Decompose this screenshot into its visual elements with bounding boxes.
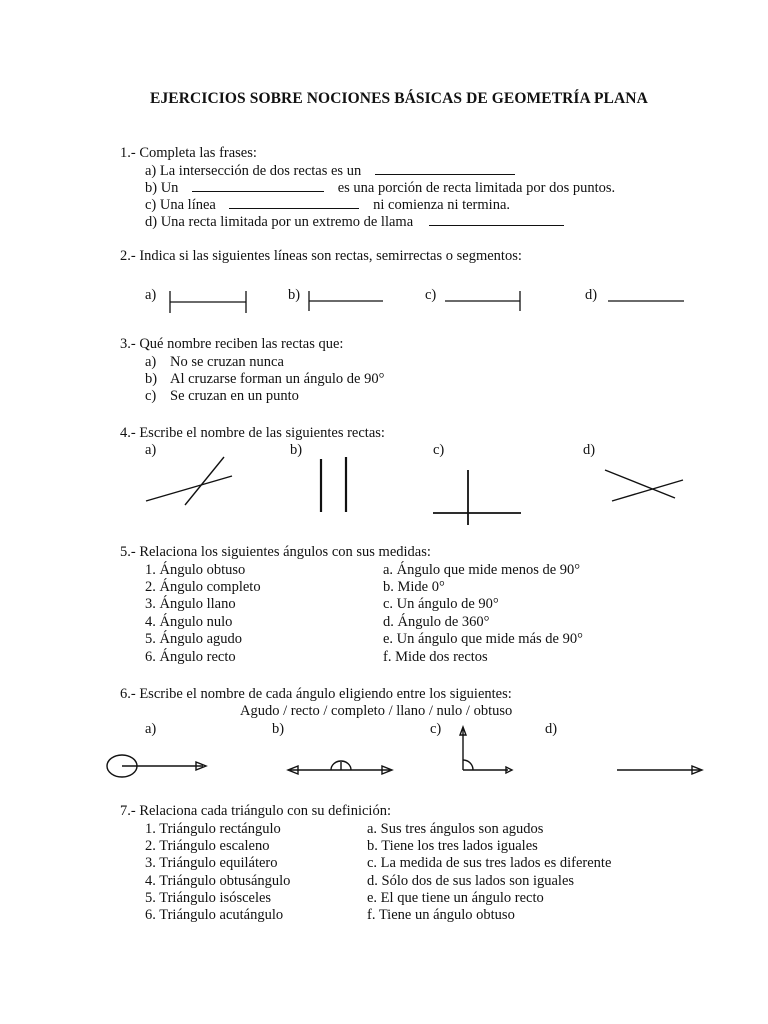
q2-label-b: b) bbox=[288, 287, 301, 303]
q3-letter-a: a) bbox=[145, 354, 157, 370]
q2-label-c: c) bbox=[425, 287, 437, 303]
q5-right-e: e. Un ángulo que mide más de 90° bbox=[383, 631, 583, 647]
q3-letter-b: b) bbox=[145, 371, 158, 387]
q3-letter-c: c) bbox=[145, 388, 157, 404]
q7-right-a: a. Sus tres ángulos son agudos bbox=[367, 821, 544, 837]
q4-label-d: d) bbox=[583, 442, 596, 458]
q1-c-pre: c) Una línea bbox=[145, 197, 216, 213]
q6-angle-d-null bbox=[617, 766, 702, 774]
q7-heading: 7.- Relaciona cada triángulo con su definición: bbox=[120, 803, 391, 819]
q7-right-c: c. La medida de sus tres lados es diferente bbox=[367, 855, 612, 871]
q7-right-b: b. Tiene los tres lados iguales bbox=[367, 838, 538, 854]
q7-left-6: 6. Triángulo acutángulo bbox=[145, 907, 284, 923]
q5-heading: 5.- Relaciona los siguientes ángulos con sus medidas: bbox=[120, 544, 431, 560]
q5-left-4: 4. Ángulo nulo bbox=[145, 614, 233, 630]
q6-label-d: d) bbox=[545, 721, 558, 737]
q7-left-4: 4. Triángulo obtusángulo bbox=[145, 873, 291, 889]
q1-c-post: ni comienza ni termina. bbox=[373, 197, 511, 213]
q5-right-c: c. Un ángulo de 90° bbox=[383, 596, 499, 612]
q7-left-3: 3. Triángulo equilátero bbox=[145, 855, 278, 871]
q3-text-c: Se cruzan en un punto bbox=[170, 388, 299, 404]
q7-left-2: 2. Triángulo escaleno bbox=[145, 838, 270, 854]
q3-text-a: No se cruzan nunca bbox=[170, 354, 284, 370]
page-title: EJERCICIOS SOBRE NOCIONES BÁSICAS DE GEOMETRÍA PLANA bbox=[150, 90, 648, 107]
q7-right-d: d. Sólo dos de sus lados son iguales bbox=[367, 873, 575, 889]
q2-label-d: d) bbox=[585, 287, 598, 303]
q4-label-c: c) bbox=[433, 442, 445, 458]
q1-heading: 1.- Completa las frases: bbox=[120, 145, 257, 161]
q1-b-pre: b) Un bbox=[145, 180, 179, 196]
q6-angle-b-straight bbox=[288, 761, 392, 774]
q7-left-1: 1. Triángulo rectángulo bbox=[145, 821, 281, 837]
q5-right-f: f. Mide dos rectos bbox=[383, 649, 488, 665]
q5-right-b: b. Mide 0° bbox=[383, 579, 445, 595]
q6-label-a: a) bbox=[145, 721, 157, 737]
q7-left-5: 5. Triángulo isósceles bbox=[145, 890, 272, 906]
q5-left-2: 2. Ángulo completo bbox=[145, 579, 261, 595]
q5-right-d: d. Ángulo de 360° bbox=[383, 614, 490, 630]
q2-label-a: a) bbox=[145, 287, 157, 303]
q1-a-text: a) La intersección de dos rectas es un bbox=[145, 163, 362, 179]
q6-label-b: b) bbox=[272, 721, 285, 737]
q6-options: Agudo / recto / completo / llano / nulo / obtuso bbox=[240, 703, 513, 719]
q4-label-b: b) bbox=[290, 442, 303, 458]
q5-left-1: 1. Ángulo obtuso bbox=[145, 562, 246, 578]
q7-right-e: e. El que tiene un ángulo recto bbox=[367, 890, 544, 906]
q5-left-5: 5. Ángulo agudo bbox=[145, 631, 243, 647]
q6-angle-c-right bbox=[460, 727, 512, 773]
q2-heading: 2.- Indica si las siguientes líneas son rectas, semirrectas o segmentos: bbox=[120, 248, 522, 264]
q5-left-3: 3. Ángulo llano bbox=[145, 596, 236, 612]
q3-text-b: Al cruzarse forman un ángulo de 90° bbox=[170, 371, 385, 387]
q1-b-post: es una porción de recta limitada por dos puntos. bbox=[337, 180, 616, 196]
q6-label-c: c) bbox=[430, 721, 442, 737]
q6-angle-a-complete bbox=[107, 755, 206, 777]
q3-heading: 3.- Qué nombre reciben las rectas que: bbox=[120, 336, 344, 352]
q6-heading: 6.- Escribe el nombre de cada ángulo eligiendo entre los siguientes: bbox=[120, 686, 512, 702]
q5-left-6: 6. Ángulo recto bbox=[145, 649, 236, 665]
q4-heading: 4.- Escribe el nombre de las siguientes rectas: bbox=[120, 425, 385, 441]
q5-right-a: a. Ángulo que mide menos de 90° bbox=[383, 562, 581, 578]
q7-right-f: f. Tiene un ángulo obtuso bbox=[367, 907, 515, 923]
q1-d-text: d) Una recta limitada por un extremo de llama bbox=[145, 214, 414, 230]
q4-label-a: a) bbox=[145, 442, 157, 458]
